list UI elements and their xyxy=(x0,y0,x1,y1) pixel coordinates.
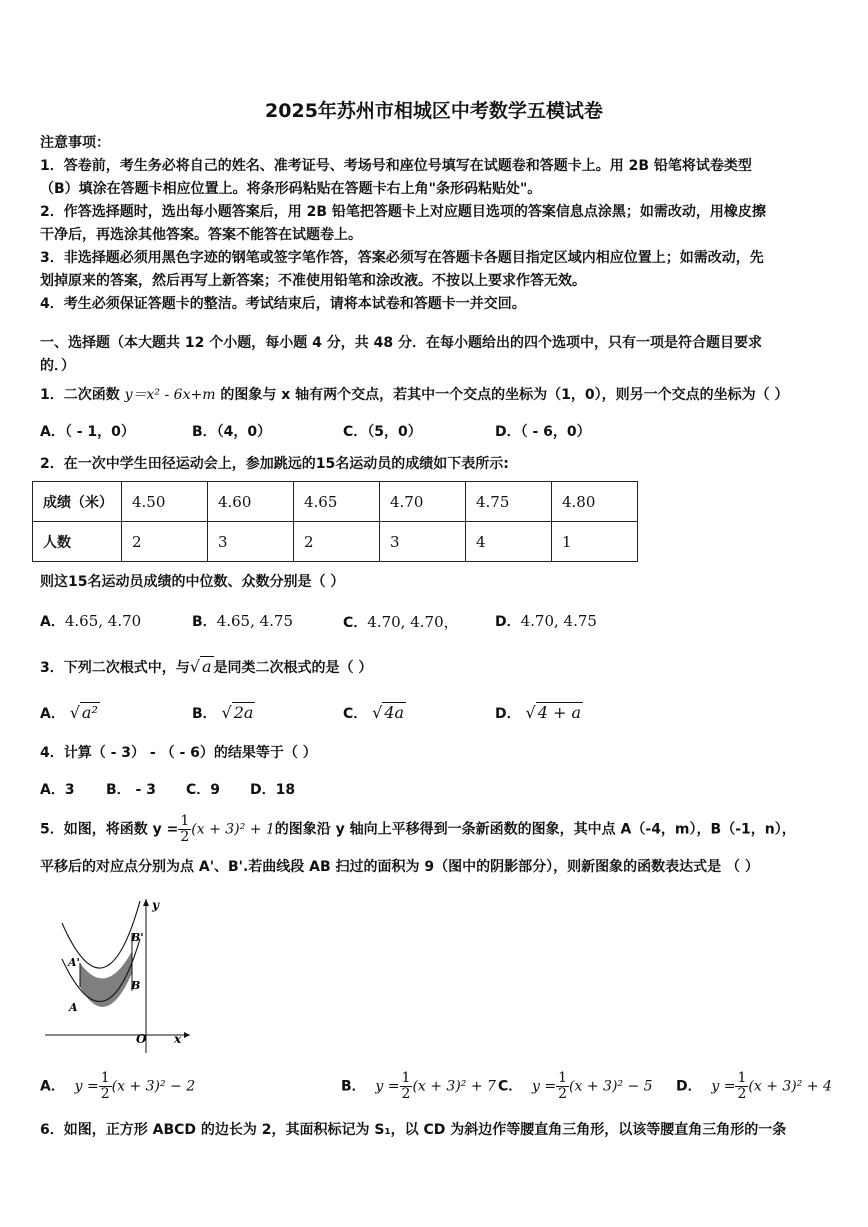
note-line: 3．非选择题必须用黑色字迹的钢笔或签字笔作答，答案必须写在答题卡各题目指定区域内相应位置上；如需改动，先 xyxy=(40,250,764,266)
q3-option-b[interactable]: B． √ 2a xyxy=(192,703,254,722)
notes-block xyxy=(40,132,835,316)
table-header-cell: 人数 xyxy=(33,522,122,562)
question-4: 4．计算（ - 3） - （ - 6）的结果等于（ ） xyxy=(40,745,317,761)
section-line: 一、选择题（本大题共 12 个小题，每小题 4 分，共 48 分．在每小题给出的四个选项中，只有一项是符合题目要求 xyxy=(40,335,762,351)
table-cell: 1 xyxy=(552,522,638,562)
question-6: 6．如图，正方形 ABCD 的边长为 2，其面积标记为 S₁，以 CD 为斜边作等腰直角三角形，以该等腰直角三角形的一条 xyxy=(40,1122,787,1138)
notes-heading: 注意事项： xyxy=(40,135,110,151)
sqrt-expr: √ a xyxy=(189,657,212,676)
q5-option-a[interactable]: A． y = $\frac{1}{2}$ (x + 3)² − 2 xyxy=(40,1070,196,1102)
table-cell: 2 xyxy=(122,522,208,562)
q4-option-d[interactable]: D．18 xyxy=(250,782,296,798)
table-cell: 4.70 xyxy=(380,482,466,522)
note-line: 4．考生必须保证答题卡的整洁。考试结束后，请将本试卷和答题卡一并交回。 xyxy=(40,296,526,312)
table-cell: 4.75 xyxy=(466,482,552,522)
x-axis-arrow-icon xyxy=(184,1032,190,1038)
page-title: 2025年苏州市相城区中考数学五模试卷 xyxy=(265,100,603,122)
q1-option-d[interactable]: D．（ - 6，0） xyxy=(495,424,591,440)
table-cell: 3 xyxy=(380,522,466,562)
table-cell: 4.50 xyxy=(122,482,208,522)
question-1: 1．二次函数 y＝x² - 6x+m 的图象与 x 轴有两个交点，若其中一个交点的坐标为（1，0），则另一个交点的坐标为（ ） xyxy=(40,387,789,403)
table-row xyxy=(33,522,638,562)
q5-line2: 平移后的对应点分别为点 A'、B'.若曲线段 AB 扫过的面积为 9（图中的阴影部分），则新图象的函数表达式是 （ ） xyxy=(40,859,759,875)
fraction: $\frac{1}{2}$ xyxy=(180,813,190,845)
q1-option-b[interactable]: B．（4，0） xyxy=(192,424,272,440)
question-2: 2．在一次中学生田径运动会上，参加跳远的15名运动员的成绩如下表所示: xyxy=(40,456,509,472)
point-a-label: A xyxy=(69,1001,78,1014)
q2-option-c[interactable]: C．4.70, 4.70， xyxy=(343,613,459,631)
section-heading xyxy=(40,332,830,378)
table-row xyxy=(33,482,638,522)
q1-option-a[interactable]: A．（ - 1，0） xyxy=(40,424,135,440)
table-cell: 4.65 xyxy=(294,482,380,522)
table-header-cell: 成绩（米） xyxy=(33,482,122,522)
q1-formula: y＝x² - 6x+m xyxy=(124,387,216,403)
table-cell: 3 xyxy=(208,522,294,562)
q5-option-c[interactable]: C． y = $\frac{1}{2}$ (x + 3)² − 5 xyxy=(498,1070,653,1102)
q5-option-b[interactable]: B． y = $\frac{1}{2}$ (x + 3)² + 7 xyxy=(341,1070,496,1102)
q3-option-c[interactable]: C． √ 4a xyxy=(343,703,405,722)
origin-label: O xyxy=(136,1032,147,1046)
note-line: 1．答卷前，考生务必将自己的姓名、准考证号、考场号和座位号填写在试题卷和答题卡上。用 2B 铅笔将试卷类型 xyxy=(40,158,752,174)
q4-option-b[interactable]: B． - 3 xyxy=(106,782,156,798)
point-a1-label: A' xyxy=(68,956,80,969)
q4-option-c[interactable]: C．9 xyxy=(186,782,221,798)
q3-option-a[interactable]: A． √ a² xyxy=(40,703,98,722)
x-label: x xyxy=(174,1032,182,1046)
table-cell: 4 xyxy=(466,522,552,562)
table-cell: 4.80 xyxy=(552,482,638,522)
parabola-figure xyxy=(40,893,200,1058)
question-3: 3．下列二次根式中，与√ a 是同类二次根式的是（ ） xyxy=(40,657,373,676)
note-line: 2．作答选择题时，选出每小题答案后，用 2B 铅笔把答题卡上对应题目选项的答案信息点涂黑；如需改动，用橡皮擦 xyxy=(40,204,766,220)
q3-option-d[interactable]: D． √ 4 + a xyxy=(495,703,581,722)
q2-option-a[interactable]: A．4.65, 4.70 xyxy=(40,612,142,630)
q5-option-d[interactable]: D． y = $\frac{1}{2}$ (x + 3)² + 4 xyxy=(676,1070,832,1102)
score-table xyxy=(32,481,638,562)
q1-option-c[interactable]: C．（5，0） xyxy=(343,424,422,440)
table-cell: 4.60 xyxy=(208,482,294,522)
q2-option-d[interactable]: D．4.70, 4.75 xyxy=(495,612,597,630)
section-line: 的．） xyxy=(40,358,75,374)
note-line: 划掉原来的答案，然后再写上新答案；不准使用铅笔和涂改液。不按以上要求作答无效。 xyxy=(40,273,586,289)
note-line: 干净后，再选涂其他答案。答案不能答在试题卷上。 xyxy=(40,227,362,243)
point-b1-label: B' xyxy=(131,931,144,944)
q2-option-b[interactable]: B．4.65, 4.75 xyxy=(192,612,294,630)
y-label: y xyxy=(152,898,159,912)
y-axis-arrow-icon xyxy=(143,899,149,906)
q4-option-a[interactable]: A．3 xyxy=(40,782,75,798)
table-cell: 2 xyxy=(294,522,380,562)
note-line: （B）填涂在答题卡相应位置上。将条形码粘贴在答题卡右上角"条形码粘贴处"。 xyxy=(40,181,542,197)
point-b-label: B xyxy=(131,979,141,992)
q2-question-text: 则这15名运动员成绩的中位数、众数分别是（ ） xyxy=(40,574,345,590)
question-5: 5．如图，将函数 y = $\frac{1}{2}$ (x + 3)² + 1的图象沿 y 轴向上平移得到一条新函数的图象，其中点 A（-4，m），B（-1，n）， xyxy=(40,813,796,845)
